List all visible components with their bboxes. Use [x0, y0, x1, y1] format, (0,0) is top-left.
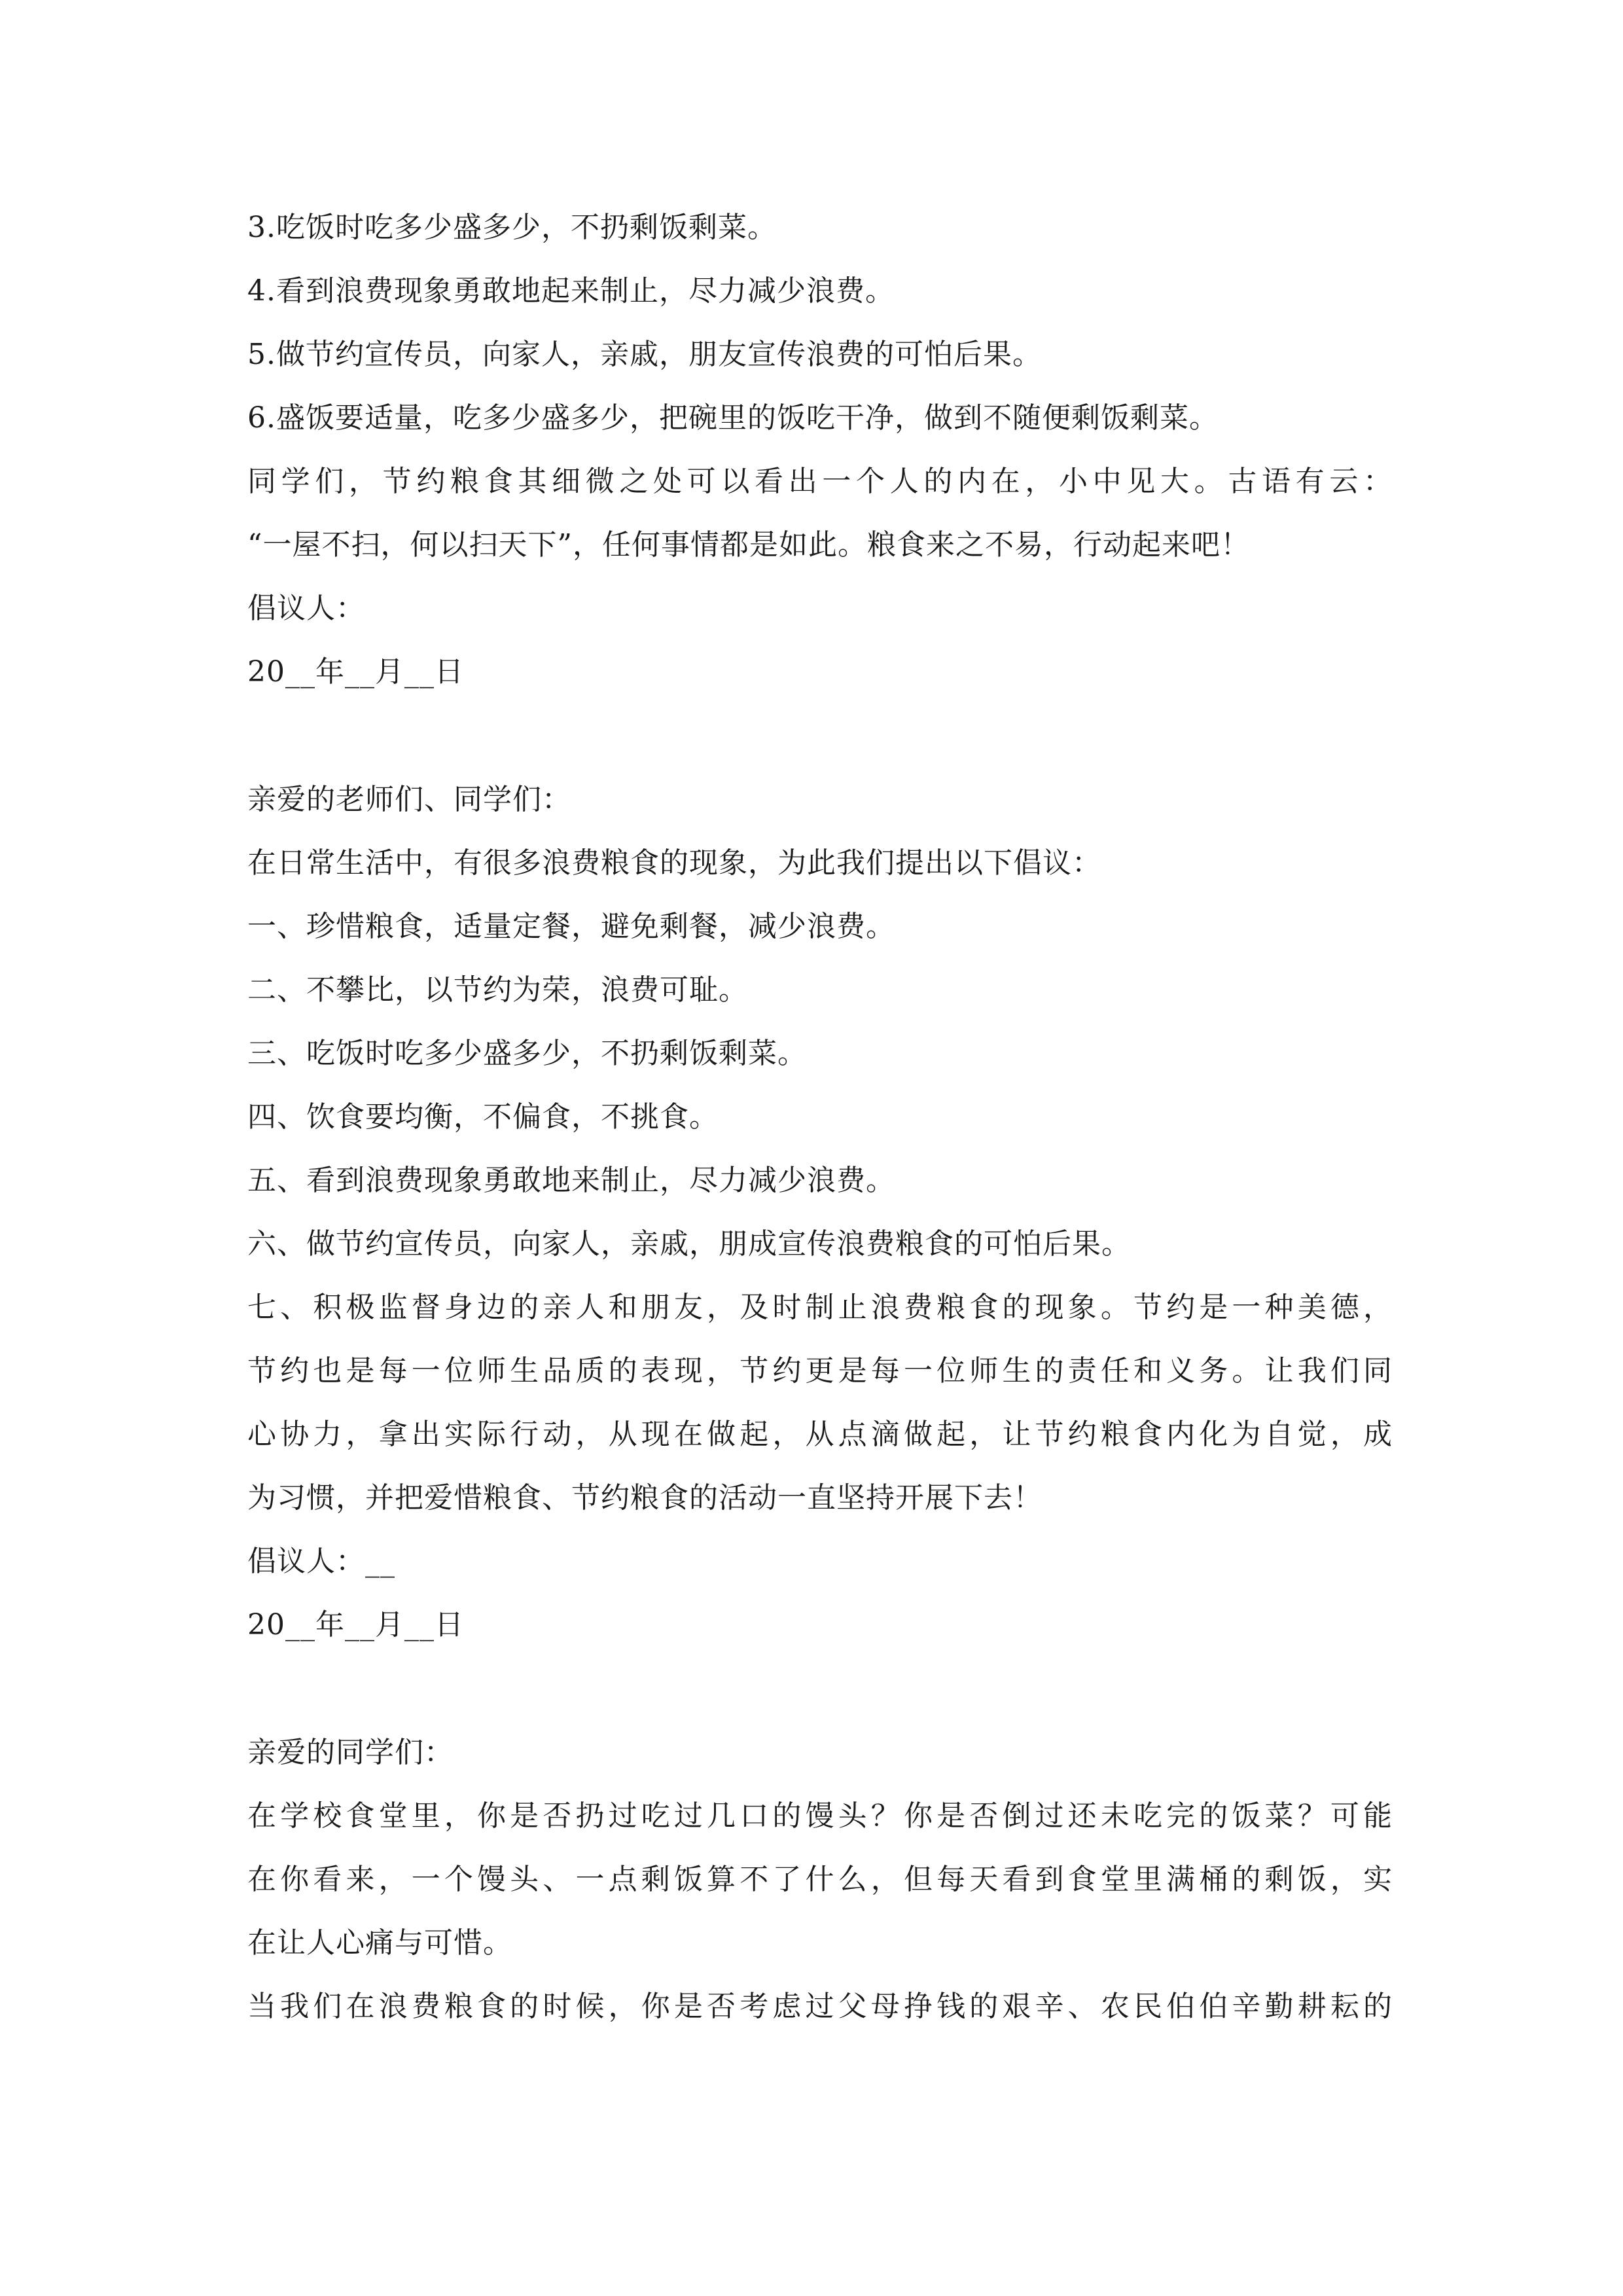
paragraph-line: 3.吃饭时吃多少盛多少，不扔剩饭剩菜。 — [247, 211, 777, 244]
paragraph-line: 当我们在浪费粮食的时候，你是否考虑过父母挣钱的艰辛、农民伯伯辛勤耕耘的 — [247, 1990, 1393, 2023]
list-item: 三、吃饭时吃多少盛多少，不扔剩饭剩菜。 — [247, 1037, 807, 1070]
paragraph-line: 在你看来，一个馒头、一点剩饭算不了什么，但每天看到食堂里满桶的剩饭，实 — [247, 1863, 1393, 1896]
signature-label: 倡议人：__ — [247, 1545, 395, 1578]
paragraph-line: 节约也是每一位师生品质的表现，节约更是每一位师生的责任和义务。让我们同 — [247, 1354, 1393, 1388]
paragraph-line: 为习惯，并把爱惜粮食、节约粮食的活动一直坚持开展下去！ — [247, 1481, 1043, 1515]
paragraph-line: 在学校食堂里，你是否扔过吃过几口的馒头？你是否倒过还未吃完的饭菜？可能 — [247, 1799, 1393, 1833]
paragraph-line: 同学们，节约粮食其细微之处可以看出一个人的内在，小中见大。古语有云： — [247, 465, 1393, 498]
paragraph-line: 4.看到浪费现象勇敢地起来制止，尽力减少浪费。 — [247, 274, 895, 308]
date-line: 20__年__月__日 — [247, 655, 464, 689]
list-item: 七、积极监督身边的亲人和朋友，及时制止浪费粮食的现象。节约是一种美德， — [247, 1291, 1393, 1324]
salutation: 亲爱的同学们： — [247, 1736, 454, 1769]
paragraph-line: “一屋不扫，何以扫天下”，任何事情都是如此。粮食来之不易，行动起来吧！ — [247, 528, 1250, 562]
salutation: 亲爱的老师们、同学们： — [247, 783, 571, 816]
paragraph-line: 在让人心痛与可惜。 — [247, 1926, 512, 1960]
list-item: 二、不攀比，以节约为荣，浪费可耻。 — [247, 973, 748, 1007]
paragraph-line: 5.做节约宣传员，向家人，亲戚，朋友宣传浪费的可怕后果。 — [247, 338, 1042, 371]
list-item: 四、饮食要均衡，不偏食，不挑食。 — [247, 1100, 719, 1134]
list-item: 五、看到浪费现象勇敢地来制止，尽力减少浪费。 — [247, 1164, 895, 1197]
list-item: 一、珍惜粮食，适量定餐，避免剩餐，减少浪费。 — [247, 910, 895, 943]
paragraph-line: 在日常生活中，有很多浪费粮食的现象，为此我们提出以下倡议： — [247, 846, 1101, 880]
date-line: 20__年__月__日 — [247, 1608, 464, 1641]
list-item: 六、做节约宣传员，向家人，亲戚，朋成宣传浪费粮食的可怕后果。 — [247, 1227, 1131, 1261]
signature-label: 倡议人： — [247, 592, 365, 625]
paragraph-line: 心协力，拿出实际行动，从现在做起，从点滴做起，让节约粮食内化为自觉，成 — [247, 1418, 1393, 1451]
paragraph-line: 6.盛饭要适量，吃多少盛多少，把碗里的饭吃干净，做到不随便剩饭剩菜。 — [247, 401, 1219, 435]
